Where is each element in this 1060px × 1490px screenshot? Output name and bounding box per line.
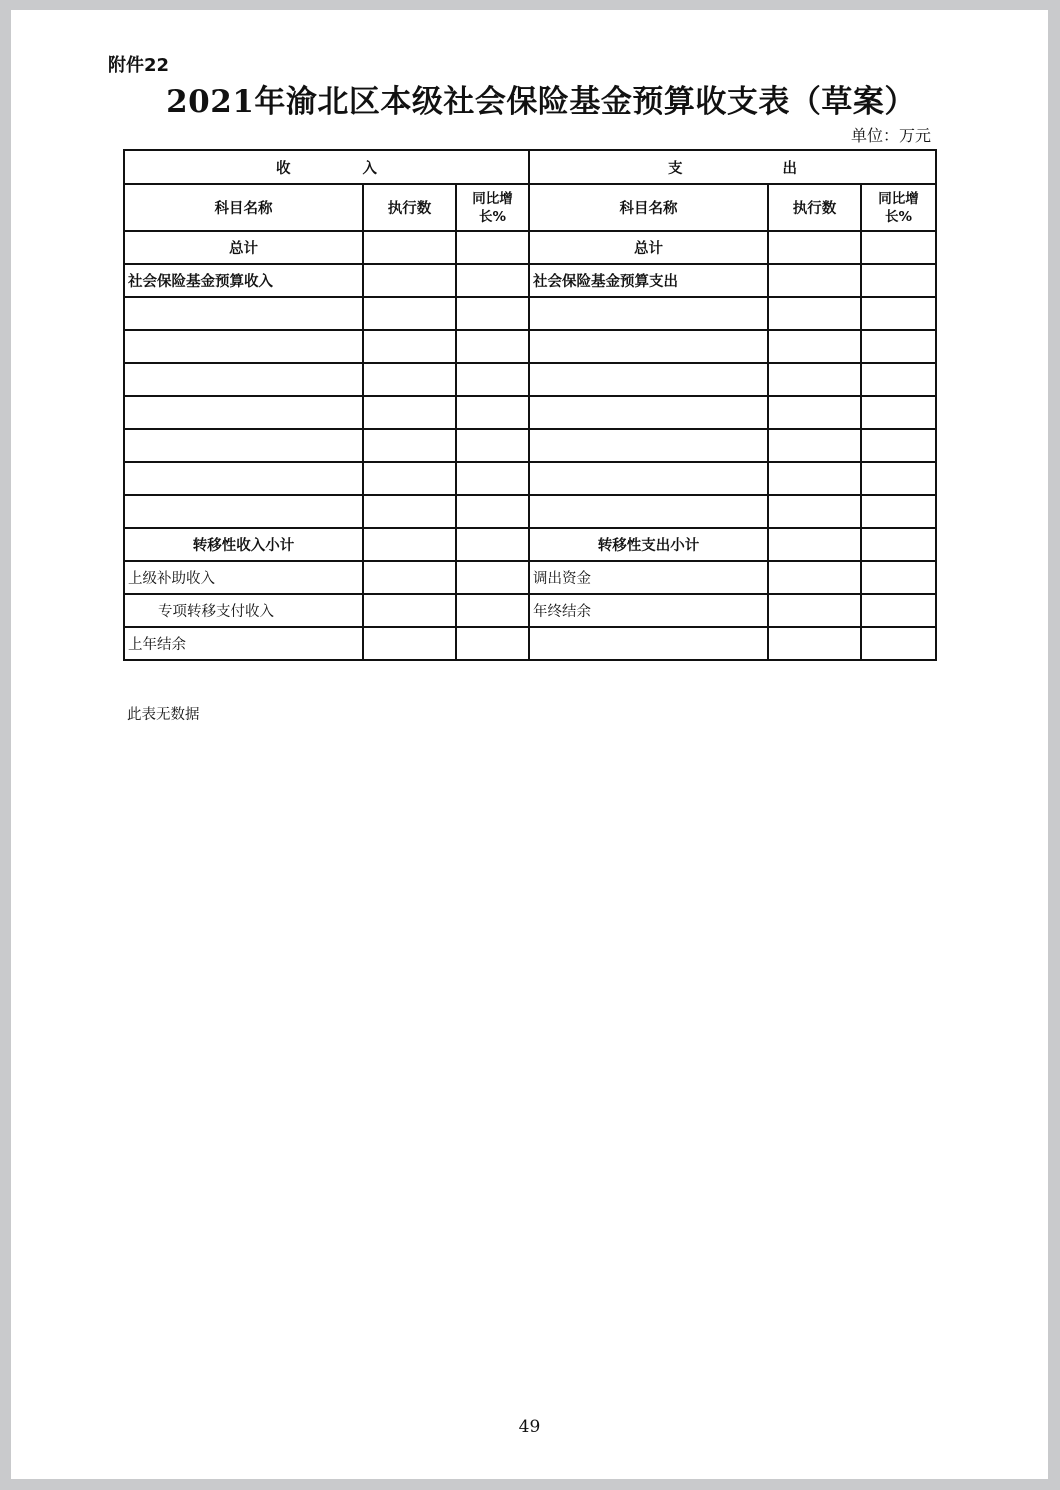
fund-expense-label: 社会保险基金预算支出 (529, 264, 768, 297)
table-cell (529, 396, 768, 429)
table-cell (363, 330, 456, 363)
income-col-name: 科目名称 (124, 184, 363, 231)
table-cell (363, 297, 456, 330)
table-cell (363, 396, 456, 429)
table-cell (861, 495, 936, 528)
table-cell (768, 264, 861, 297)
expense-header (529, 150, 936, 184)
table-cell (768, 528, 861, 561)
page-number: 49 (518, 1417, 541, 1437)
table-cell (363, 594, 456, 627)
upper-subsidy-label: 上级补助收入 (124, 561, 363, 594)
table-row (124, 528, 936, 561)
table-cell (768, 396, 861, 429)
table-cell (768, 561, 861, 594)
funds-out-label: 调出资金 (529, 561, 768, 594)
table-row (124, 627, 936, 660)
table-row (124, 495, 936, 528)
table-row (124, 330, 936, 363)
table-cell (124, 396, 363, 429)
table-cell (124, 330, 363, 363)
table-cell (456, 396, 529, 429)
table-cell (768, 462, 861, 495)
table-cell (529, 330, 768, 363)
budget-table (123, 149, 937, 661)
unit-label: 单位：万元 (850, 126, 931, 145)
attachment-label: 附件22 (108, 55, 170, 76)
page-title: 2021年渝北区本级社会保险基金预算收支表（草案） (166, 84, 916, 120)
table-cell (456, 561, 529, 594)
table-cell (768, 363, 861, 396)
table-cell (861, 594, 936, 627)
income-col-exec: 执行数 (363, 184, 456, 231)
table-cell (529, 495, 768, 528)
table-row (124, 561, 936, 594)
table-cell (124, 429, 363, 462)
table-cell (768, 231, 861, 264)
income-total-label: 总计 (124, 231, 363, 264)
table-cell (456, 594, 529, 627)
table-cell (861, 396, 936, 429)
table-cell (861, 528, 936, 561)
table-cell (363, 462, 456, 495)
table-cell (861, 363, 936, 396)
table-cell (363, 495, 456, 528)
table-cell (768, 627, 861, 660)
table-cell (861, 264, 936, 297)
no-data-note: 此表无数据 (127, 707, 200, 723)
table-cell (456, 330, 529, 363)
document-page (11, 10, 1048, 1479)
table-cell (124, 363, 363, 396)
income-header-char-2: 入 (362, 160, 377, 177)
table-row (124, 462, 936, 495)
table-header-row (124, 150, 936, 184)
transfer-income-subtotal-label: 转移性收入小计 (124, 528, 363, 561)
table-cell (456, 297, 529, 330)
table-cell (456, 495, 529, 528)
table-cell (363, 429, 456, 462)
table-cell (768, 495, 861, 528)
expense-col-name: 科目名称 (529, 184, 768, 231)
table-cell (768, 594, 861, 627)
table-cell (768, 297, 861, 330)
table-row (124, 297, 936, 330)
table-cell (529, 429, 768, 462)
table-cell (529, 363, 768, 396)
fund-income-label: 社会保险基金预算收入 (124, 264, 363, 297)
expense-total-label: 总计 (529, 231, 768, 264)
table-cell (861, 462, 936, 495)
table-cell (529, 462, 768, 495)
table-cell (529, 297, 768, 330)
table-cell (363, 528, 456, 561)
column-header-row (124, 184, 936, 231)
income-col-growth: 同比增长% (456, 184, 529, 231)
table-cell (456, 528, 529, 561)
table-cell (124, 462, 363, 495)
table-cell (768, 330, 861, 363)
table-row (124, 231, 936, 264)
table-cell (363, 231, 456, 264)
table-cell (861, 627, 936, 660)
table-row (124, 264, 936, 297)
table-row (124, 594, 936, 627)
table-row (124, 396, 936, 429)
table-cell (363, 627, 456, 660)
table-cell (456, 429, 529, 462)
table-cell (861, 231, 936, 264)
table-cell (456, 627, 529, 660)
transfer-expense-subtotal-label: 转移性支出小计 (529, 528, 768, 561)
table-cell (124, 297, 363, 330)
table-cell (861, 561, 936, 594)
table-row (124, 429, 936, 462)
income-header (124, 150, 529, 184)
expense-col-growth: 同比增长% (861, 184, 936, 231)
table-cell (456, 264, 529, 297)
income-header-char-1: 收 (276, 160, 291, 177)
table-cell (861, 429, 936, 462)
table-cell (363, 561, 456, 594)
expense-header-char-1: 支 (668, 160, 683, 177)
table-cell (768, 429, 861, 462)
table-row (124, 363, 936, 396)
table-cell (456, 231, 529, 264)
table-cell (861, 330, 936, 363)
special-transfer-label: 专项转移支付收入 (124, 594, 363, 627)
last-year-balance-label: 上年结余 (124, 627, 363, 660)
table-cell (124, 495, 363, 528)
year-end-balance-label: 年终结余 (529, 594, 768, 627)
expense-col-exec: 执行数 (768, 184, 861, 231)
expense-header-char-2: 出 (782, 160, 798, 177)
table-cell (456, 462, 529, 495)
table-cell (861, 297, 936, 330)
table-cell (456, 363, 529, 396)
table-cell (363, 363, 456, 396)
table-cell (529, 627, 768, 660)
table-cell (363, 264, 456, 297)
